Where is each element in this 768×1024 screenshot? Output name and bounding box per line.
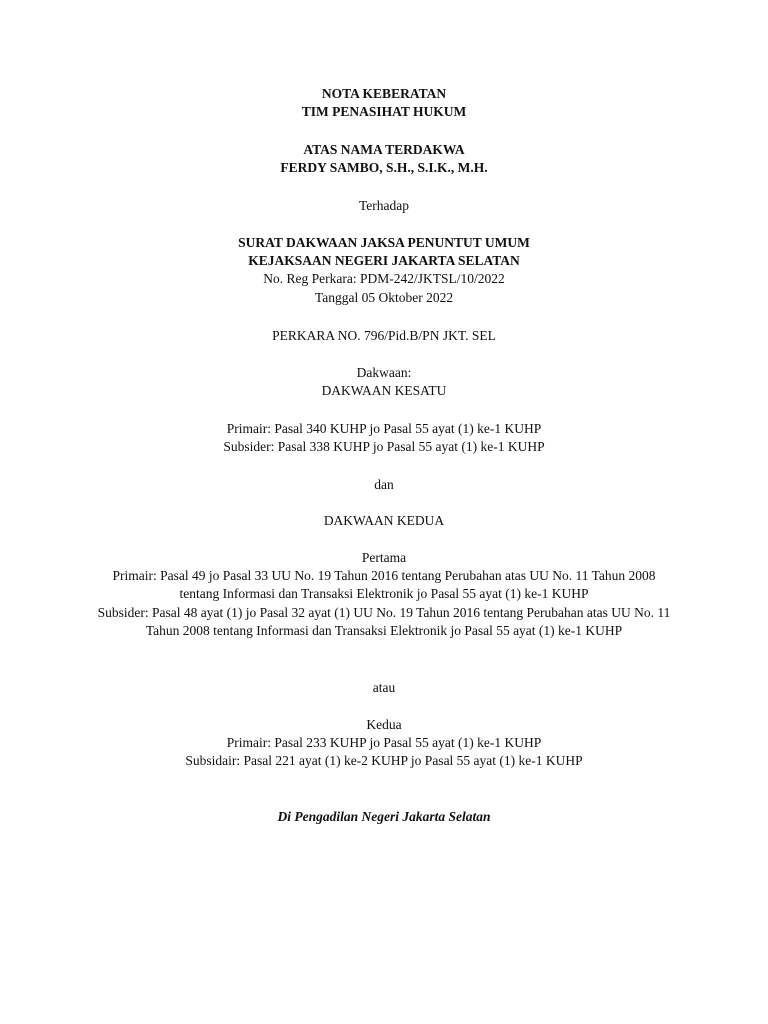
case-block: [0, 327, 768, 345]
indictment-block: [0, 234, 768, 307]
defendant-block: [0, 141, 768, 177]
charges-label: Dakwaan:: [356, 365, 412, 380]
first-charge-block: [0, 364, 768, 400]
defendant-name: FERDY SAMBO, S.H., S.I.K., M.H.: [280, 160, 488, 176]
or-block: [0, 679, 768, 697]
and-text: dan: [374, 477, 394, 492]
pertama-subsider: Subsider: Pasal 48 ayat (1) jo Pasal 32 ayat (1) UU No. 19 Tahun 2016 tentang Perubahan atas UU No. 11 Tahun 2008 tentang Informasi dan Transaksi Elektronik jo Pasal 55 ayat (1) ke-1 KUHP: [97, 604, 671, 638]
indictment-title: SURAT DAKWAAN JAKSA PENUNTUT UMUM: [238, 235, 530, 250]
court-name: Di Pengadilan Negeri Jakarta Selatan: [277, 809, 491, 824]
against-block: [0, 197, 768, 215]
indictment-date: Tanggal 05 Oktober 2022: [314, 289, 454, 305]
pertama-primair: Primair: Pasal 49 jo Pasal 33 UU No. 19 Tahun 2016 tentang Perubahan atas UU No. 11 Tahun 2008 tentang Informasi dan Transaksi Elektronik jo Pasal 55 ayat (1) ke-1 KUHP: [112, 568, 656, 602]
or-text: atau: [372, 680, 396, 695]
prosecutor-office: KEJAKSAAN NEGERI JAKARTA SELATAN: [248, 253, 520, 269]
second-charge-second-option: [0, 716, 768, 771]
first-charge-title: DAKWAAN KESATU: [321, 383, 447, 399]
pertama-label: Pertama: [361, 550, 407, 565]
kedua-primair: Primair: Pasal 233 KUHP jo Pasal 55 ayat (1) ke-1 KUHP: [226, 735, 542, 751]
defendant-label: ATAS NAMA TERDAKWA: [303, 142, 465, 157]
and-block: [0, 476, 768, 494]
kedua-subsidair: Subsidair: Pasal 221 ayat (1) ke-2 KUHP jo Pasal 55 ayat (1) ke-1 KUHP: [185, 753, 583, 769]
first-charge-primair: Primair: Pasal 340 KUHP jo Pasal 55 ayat (1) ke-1 KUHP: [226, 421, 542, 436]
legal-team-title: TIM PENASIHAT HUKUM: [301, 104, 467, 120]
court-block: [0, 808, 768, 826]
case-number: PERKARA NO. 796/Pid.B/PN JKT. SEL: [272, 328, 496, 343]
first-charge-subsider: Subsider: Pasal 338 KUHP jo Pasal 55 ayat (1) ke-1 KUHP: [223, 439, 545, 455]
kedua-label: Kedua: [366, 717, 402, 732]
heading-block: [0, 85, 768, 121]
against-text: Terhadap: [358, 198, 410, 213]
second-charge-title-block: [0, 512, 768, 530]
second-charge-first-option: [0, 549, 768, 640]
registration-number: No. Reg Perkara: PDM-242/JKTSL/10/2022: [263, 271, 505, 287]
first-charge-articles: [0, 420, 768, 456]
second-charge-title: DAKWAAN KEDUA: [323, 513, 445, 528]
document-title: NOTA KEBERATAN: [321, 86, 447, 101]
